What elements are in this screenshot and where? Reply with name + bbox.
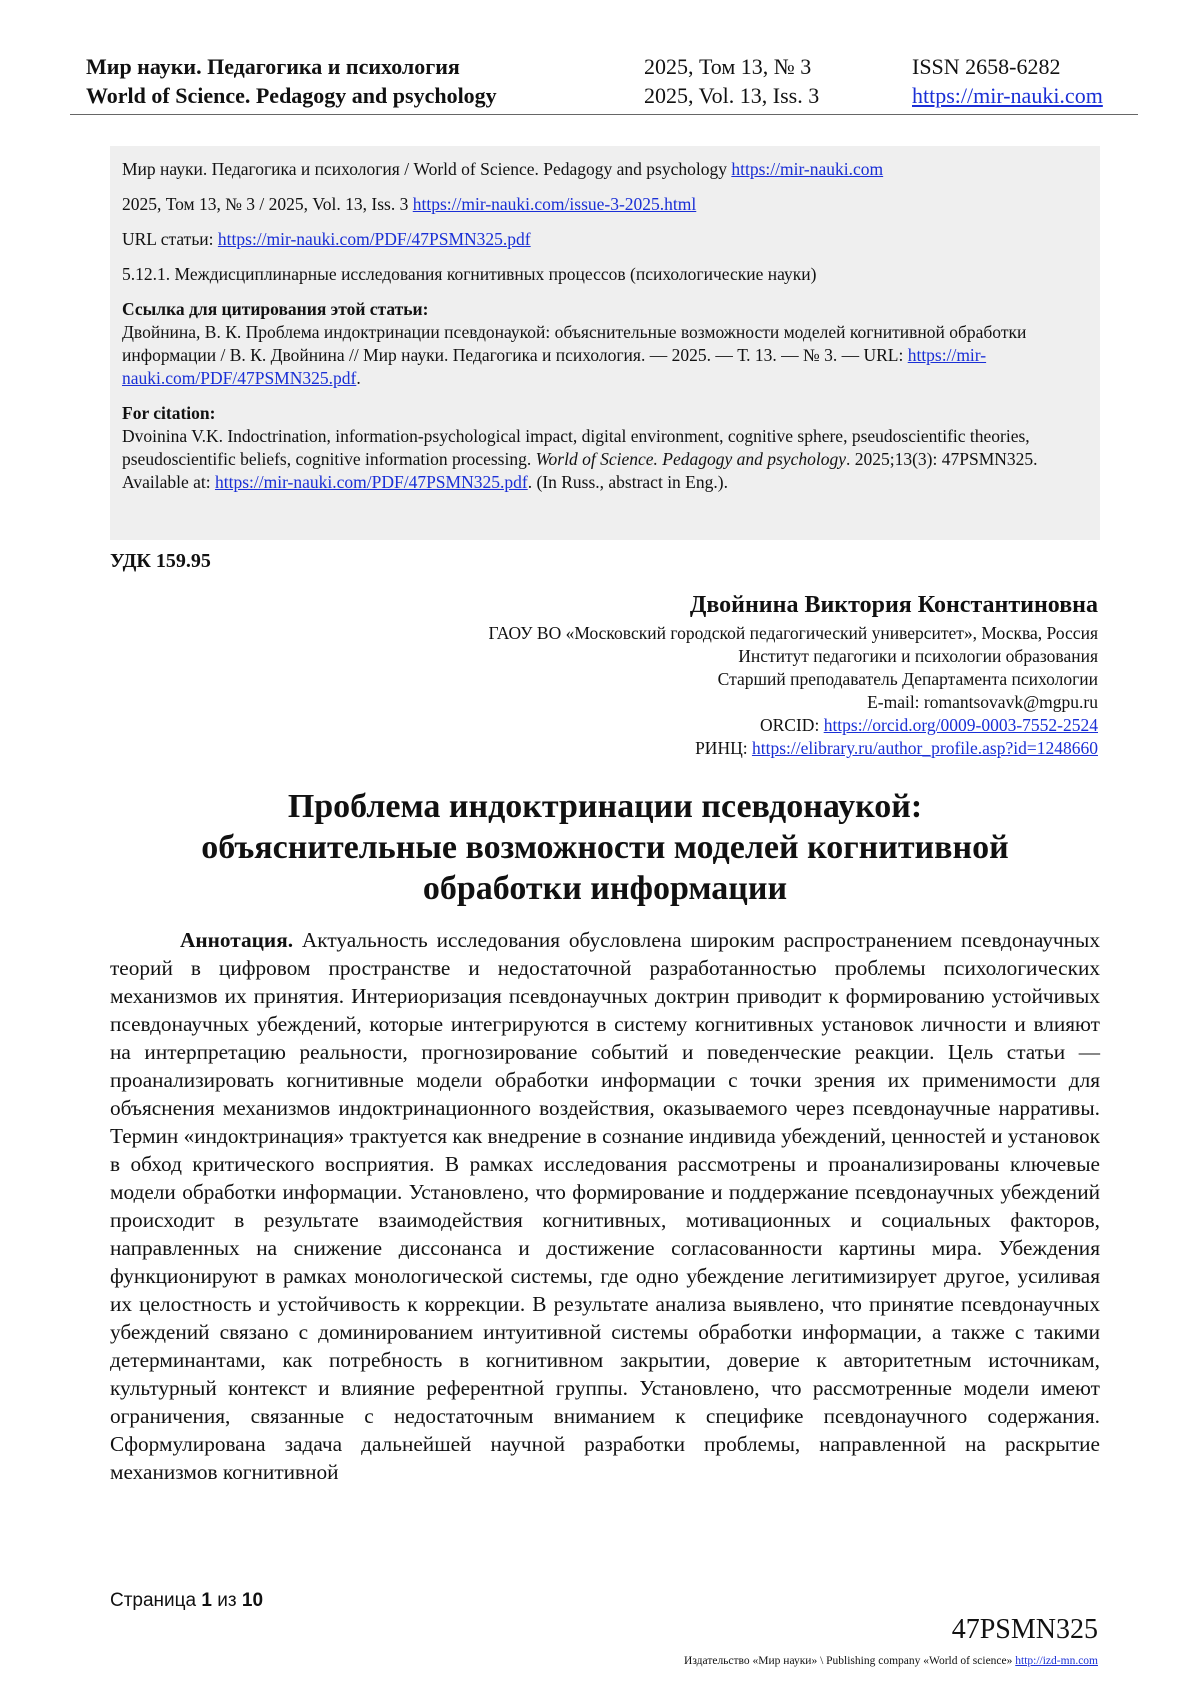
author-affiliation: ГАОУ ВО «Московский городской педагогический университет», Москва, Россия (488, 623, 1098, 643)
author-orcid: ORCID: https://orcid.org/0009-0003-7552-2524 (760, 715, 1098, 735)
article-title (110, 786, 1100, 909)
citation-box (110, 146, 1100, 540)
issue-link[interactable]: https://mir-nauki.com/issue-3-2025.html (412, 194, 697, 214)
citation-en-heading: For citation: (122, 403, 216, 423)
citation-en-text: Dvoinina V.K. Indoctrination, information-psychological impact, digital environment, cognitive sphere, pseudoscientific theories, pseudoscientific beliefs, cognitive information processing. (122, 426, 1030, 469)
issn: ISSN 2658-6282 (912, 54, 1061, 79)
running-header (70, 52, 1138, 115)
citation-ru-heading: Ссылка для цитирования этой статьи: (122, 299, 429, 319)
issn-info (912, 52, 1103, 110)
author-rinc: РИНЦ: https://elibrary.ru/author_profile.asp?id=1248660 (695, 738, 1098, 758)
abstract-label: Аннотация. (180, 928, 294, 952)
journal-site-link[interactable]: https://mir-nauki.com (912, 83, 1103, 108)
journal-title (86, 52, 497, 110)
article-pdf-link[interactable]: https://mir-nauki.com/PDF/47PSMN325.pdf (217, 229, 531, 249)
citation-en: For citation: Dvoinina V.K. Indoctrination, information-psychological impact, digital environment, cognitive sphere, pseudoscientific theories, pseudoscientific beliefs, cognitive information processing. World of Science. Pedagogy and psychology. 2025;13(3): 47PSMN325. Available at: https://mir-nauki.com/PDF/47PSMN325.pdf. (In Russ., abstract in Eng.). (122, 402, 1088, 494)
total-pages: 10 (241, 1590, 264, 1611)
author-institute: Институт педагогики и психологии образования (738, 646, 1098, 666)
author-name: Двойнина Виктория Константиновна (689, 592, 1098, 618)
abstract (110, 926, 1100, 1486)
issue-info (644, 52, 819, 110)
title-line-1: Проблема индоктринации псевдонаукой: (287, 788, 923, 825)
author-email: E-mail: romantsovavk@mgpu.ru (867, 692, 1098, 712)
title-line-3: обработки информации (422, 870, 788, 907)
article-code: 47PSMN325 (951, 1614, 1098, 1645)
specialty-line: 5.12.1. Междисциплинарные исследования когнитивных процессов (психологические науки) (122, 264, 817, 284)
title-line-2: объяснительные возможности моделей когнитивной (201, 829, 1009, 866)
issue-ru: 2025, Том 13, № 3 (644, 54, 812, 79)
orcid-link[interactable]: https://orcid.org/0009-0003-7552-2524 (823, 715, 1098, 735)
publisher-footer: Издательство «Мир науки» \ Publishing company «World of science» http://izd-mn.com (684, 1655, 1098, 1667)
issue-line: 2025, Том 13, № 3 / 2025, Vol. 13, Iss. 3 https://mir-nauki.com/issue-3-2025.html (122, 194, 697, 214)
journal-title-ru: Мир науки. Педагогика и психология (86, 54, 460, 79)
citation-ru-text: Двойнина, В. К. Проблема индоктринации псевдонаукой: объяснительные возможности моделей когнитивной обработки информации / В. К. Двойнина // Мир науки. Педагогика и психология. — 2025. — Т. 13. — № 3. — URL: (122, 322, 1027, 365)
journal-line: Мир науки. Педагогика и психология / World of Science. Pedagogy and psychology https://mir-nauki.com (122, 159, 884, 179)
citation-ru-link[interactable]: https://mir-nauki.com/PDF/47PSMN325.pdf (122, 345, 987, 388)
citation-ru: Ссылка для цитирования этой статьи: Двойнина, В. К. Проблема индоктринации псевдонаукой: объяснительные возможности моделей когнитивной обработки информации / В. К. Двойнина // Мир науки. Педагогика и психология. — 2025. — Т. 13. — № 3. — URL: https://mir-nauki.com/PDF/47PSMN325.pdf. (122, 298, 1088, 390)
udk-code: УДК 159.95 (110, 550, 211, 572)
url-line: URL статьи: https://mir-nauki.com/PDF/47PSMN325.pdf (122, 229, 531, 249)
author-position: Старший преподаватель Департамента психологии (717, 669, 1098, 689)
current-page: 1 (201, 1590, 212, 1611)
page-number: Страница 1 из 10 (110, 1590, 264, 1611)
issue-en: 2025, Vol. 13, Iss. 3 (644, 83, 820, 108)
publisher-link[interactable]: http://izd-mn.com (1015, 1655, 1098, 1667)
abstract-text: Актуальность исследования обусловлена широким распространением псевдонаучных теорий в цифровом пространстве и недостаточной разработанностью проблемы психологических механизмов их принятия. Интериоризация псевдонаучных доктрин приводит к формированию устойчивых псевдонаучных убеждений, которые интегрируются в систему когнитивных установок личности и влияют на интерпретацию реальности, прогнозирование событий и поведенческие реакции. Цель статьи — проанализировать когнитивные модели обработки информации с точки зрения их применимости для объяснения механизмов индоктринационного воздействия, оказываемого через псевдонаучные нарративы. Термин «индоктринация» трактуется как внедрение в сознание индивида убеждений, ценностей и установок в обход критического восприятия. В рамках исследования рассмотрены и проанализированы ключевые модели обработки информации. Установлено, что формирование и поддержание псевдонаучных убеждений происходит в результате взаимодействия когнитивных, мотивационных и социальных факторов, направленных на снижение диссонанса и достижение согласованности картины мира. Убеждения функционируют в рамках монологической системы, где одно убеждение легитимизирует другое, усиливая их целостность и устойчивость к коррекции. В результате анализа выявлено, что принятие псевдонаучных убеждений связано с доминированием интуитивной системы обработки информации, а также с такими детерминантами, как потребность в когнитивном закрытии, доверие к авторитетным источникам, культурный контекст и влияние референтной группы. Установлено, что рассмотренные модели имеют ограничения, связанные с недостаточным вниманием к специфике псевдонаучного содержания. Сформулирована задача дальнейшей научной разработки проблемы, направленной на раскрытие механизмов когнитивной (110, 928, 1100, 1484)
author-block (489, 588, 1098, 760)
journal-title-en: World of Science. Pedagogy and psychology (86, 83, 497, 108)
journal-link[interactable]: https://mir-nauki.com (731, 159, 884, 179)
citation-en-link[interactable]: https://mir-nauki.com/PDF/47PSMN325.pdf (214, 472, 528, 492)
rinc-link[interactable]: https://elibrary.ru/author_profile.asp?id=1248660 (751, 738, 1098, 758)
citation-en-journal: World of Science. Pedagogy and psychology (535, 449, 846, 469)
